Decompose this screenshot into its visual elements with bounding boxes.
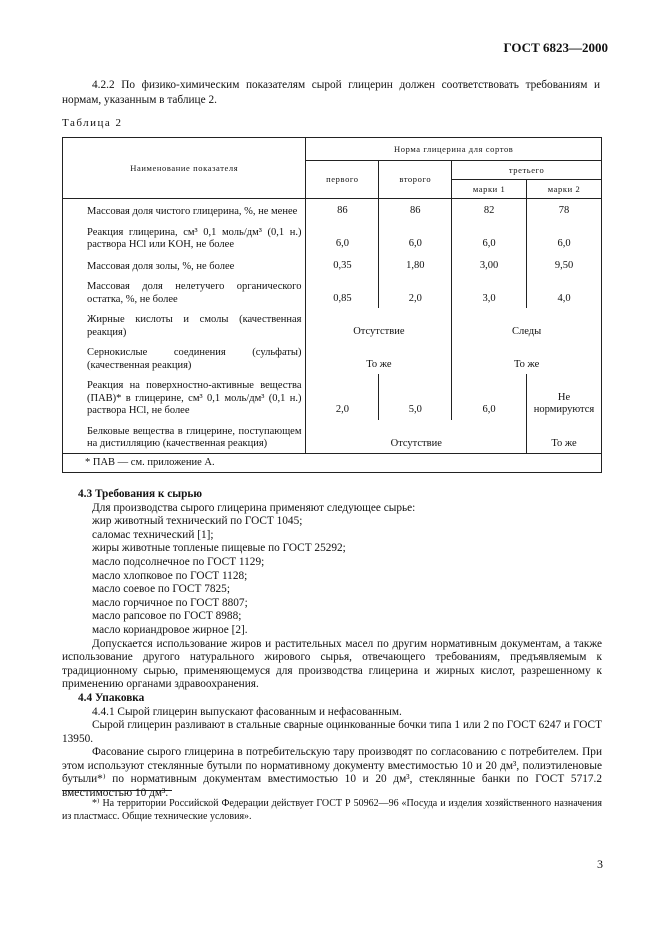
table-row	[63, 308, 602, 341]
row-name: Белковые вещества в глицерине, поступающем на дистилляцию (качественная реакция)	[63, 420, 306, 454]
table-row	[63, 420, 602, 454]
row-value: 86	[306, 199, 379, 221]
row-value: 6,0	[452, 221, 527, 254]
footnote-divider	[62, 790, 172, 791]
row-value: Отсутствие	[306, 420, 527, 454]
table-note: * ПАВ — см. приложение А.	[63, 453, 602, 473]
header-third-grade1: марки 1	[452, 180, 527, 199]
row-value: 82	[452, 199, 527, 221]
row-value: 78	[527, 199, 602, 221]
row-value: То же	[452, 341, 602, 374]
section-title: 4.3 Требования к сырью	[78, 488, 202, 500]
row-name: Массовая доля чистого глицерина, %, не менее	[63, 199, 306, 221]
table-row	[63, 341, 602, 374]
row-value: 3,0	[452, 275, 527, 308]
row-name: Реакция на поверхностно-активные вещества (ПАВ)* в глицерине, см³ 0,1 моль/дм³ (0,1 н.) раствора HCl, не более	[63, 374, 306, 420]
section-lead: Для производства сырого глицерина применяют следующее сырье:	[92, 501, 416, 514]
table-row	[63, 374, 602, 420]
row-value: 1,80	[379, 254, 452, 276]
list-item: жир животный технический по ГОСТ 1045;	[92, 515, 303, 528]
row-value: 6,0	[452, 374, 527, 420]
row-value: То же	[306, 341, 452, 374]
intro-paragraph: 4.2.2 По физико-химическим показателям сырой глицерин должен соответствовать требованиям и нормам, указанным в таблице 2.	[62, 79, 600, 106]
spec-table	[62, 137, 602, 473]
list-item: жиры животные топленые пищевые по ГОСТ 25292;	[92, 542, 346, 555]
page-number: 3	[597, 857, 603, 871]
header-second: второго	[379, 161, 452, 199]
row-name: Реакция глицерина, см³ 0,1 моль/дм³ (0,1 н.) раствора HCl или KOH, не более	[63, 221, 306, 254]
section-paragraph: 4.4.1 Сырой глицерин выпускают фасованным и нефасованным.	[92, 705, 402, 718]
header-first: первого	[306, 161, 379, 199]
table-row	[63, 275, 602, 308]
row-value: Не нормируются	[527, 374, 602, 420]
row-value: 0,35	[306, 254, 379, 276]
row-value: 6,0	[306, 221, 379, 254]
document-header: ГОСТ 6823—2000	[503, 40, 608, 55]
table-caption: Таблица 2	[62, 117, 123, 129]
row-value: 86	[379, 199, 452, 221]
row-value: 4,0	[527, 275, 602, 308]
row-name: Сернокислые соединения (сульфаты) (качественная реакция)	[63, 341, 306, 374]
row-name: Жирные кислоты и смолы (качественная реакция)	[63, 308, 306, 341]
row-name: Массовая доля нелетучего органического остатка, %, не более	[63, 275, 306, 308]
row-value: 2,0	[306, 374, 379, 420]
row-value: Отсутствие	[306, 308, 452, 341]
section-paragraph: Допускается использование жиров и растительных масел по другим нормативным документам, а также использование другого натурального жирового сырья, отвечающего требованиям, предъявляемым к традиционному сырью, применяющемуся для производства глицерина и жирных кислот, разрешенному к применению органами здравоохранения.	[62, 637, 602, 691]
section-title: 4.4 Упаковка	[78, 691, 145, 704]
table-row	[63, 254, 602, 276]
section-paragraph: Фасование сырого глицерина в потребительскую тару производят по согласованию с потребителем. При этом используют стеклянные бутыли по нормативному документу вместимостью 10 и 20 дм³, полиэтиленовые бутыли*⁾ по нормативным документам вместимостью 10 и 20 дм³, стеклянные банки по ГОСТ 5717.2 вместимостью 10 дм³.	[62, 746, 602, 800]
list-item: масло горчичное по ГОСТ 8807;	[92, 596, 248, 609]
list-item: масло подсолнечное по ГОСТ 1129;	[92, 555, 265, 568]
table-row	[63, 199, 602, 221]
section-paragraph: Сырой глицерин разливают в стальные сварные оцинкованные бочки типа 1 или 2 по ГОСТ 6247 и ГОСТ 13950.	[62, 719, 602, 745]
row-value: Следы	[452, 308, 602, 341]
list-item: масло соевое по ГОСТ 7825;	[92, 583, 230, 596]
row-value: 3,00	[452, 254, 527, 276]
header-third-grade2: марки 2	[527, 180, 602, 199]
row-name: Массовая доля золы, %, не более	[63, 254, 306, 276]
header-indicator: Наименование показателя	[63, 138, 306, 199]
row-value: 6,0	[527, 221, 602, 254]
header-grade-group: Норма глицерина для сортов	[306, 138, 602, 161]
list-item: масло хлопковое по ГОСТ 1128;	[92, 569, 248, 582]
row-value: 2,0	[379, 275, 452, 308]
table-row	[63, 221, 602, 254]
row-value: 0,85	[306, 275, 379, 308]
footnote: *⁾ На территории Российской Федерации действует ГОСТ Р 50962—96 «Посуда и изделия хозяйственного назначения из пластмасс. Общие технические условия».	[62, 798, 602, 822]
section-raw-materials	[62, 488, 602, 801]
list-item: саломас технический [1];	[92, 528, 214, 541]
header-third: третьего	[452, 161, 602, 180]
row-value: 9,50	[527, 254, 602, 276]
row-value: То же	[527, 420, 602, 454]
row-value: 5,0	[379, 374, 452, 420]
list-item: масло рапсовое по ГОСТ 8988;	[92, 610, 242, 623]
row-value: 6,0	[379, 221, 452, 254]
list-item: масло кориандровое жирное [2].	[92, 623, 248, 636]
